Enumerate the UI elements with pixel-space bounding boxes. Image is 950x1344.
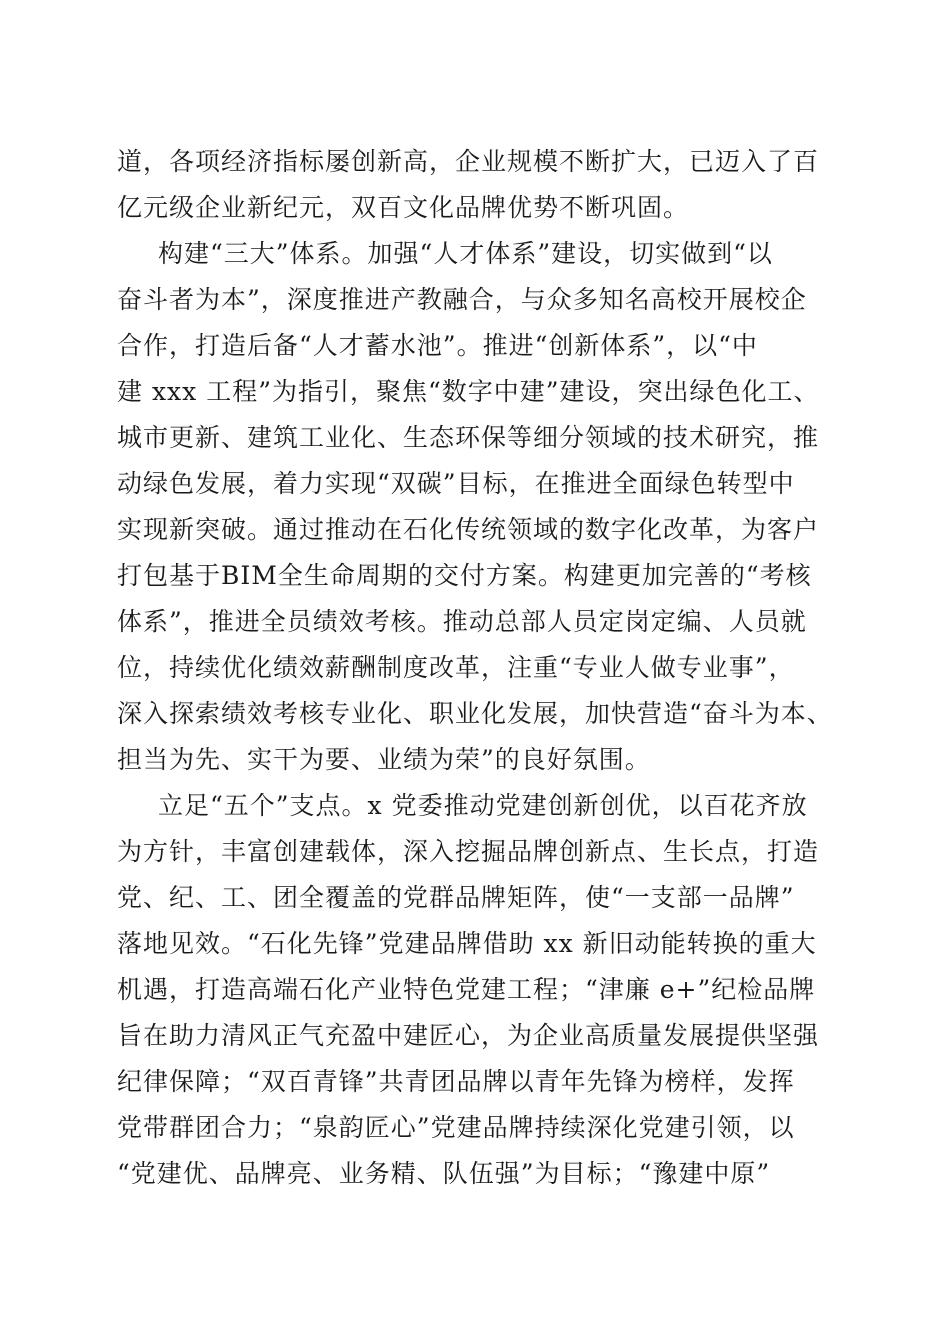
text-line: 动绿色发展，着力实现“双碳”目标，在推进全面绿色转型中	[117, 469, 795, 498]
text-line: 奋斗者为本”，深度推进产教融合，与众多知名高校开展校企	[117, 285, 807, 314]
text-line: 位，持续优化绩效薪酬制度改革，注重“专业人做专业事”，	[117, 653, 795, 682]
text-line: 担当为先、实干为要、业绩为荣”的良好氛围。	[117, 745, 651, 774]
text-line: 深入探索绩效考核专业化、职业化发展，加快营造“奋斗为本、	[117, 699, 833, 728]
text-line: 实现新突破。通过推动在石化传统领域的数字化改革，为客户	[117, 515, 820, 544]
text-line: 打包基于BIM全生命周期的交付方案。构建更加完善的“考核	[117, 561, 812, 590]
paragraph-first-line: 构建“三大”体系。加强“人才体系”建设，切实做到“以	[158, 239, 773, 268]
text-line: 纪律保障；“双百青锋”共青团品牌以青年先锋为榜样，发挥	[117, 1067, 795, 1096]
text-line: 机遇，打造高端石化产业特色党建工程；“津廉 e+”纪检品牌	[117, 975, 816, 1004]
paragraph-first-line: 立足“五个”支点。x 党委推动党建创新创优，以百花齐放	[158, 791, 808, 820]
text-line: “党建优、品牌亮、业务精、队伍强”为目标；“豫建中原”	[117, 1159, 771, 1188]
text-line: 党、纪、工、团全覆盖的党群品牌矩阵，使“一支部一品牌”	[117, 883, 795, 912]
text-line: 落地见效。“石化先锋”党建品牌借助 xx 新旧动能转换的重大	[117, 929, 817, 958]
text-line: 为方针，丰富创建载体，深入挖掘品牌创新点、生长点，打造	[117, 837, 820, 866]
text-line: 城市更新、建筑工业化、生态环保等细分领域的技术研究，推	[117, 423, 820, 452]
text-line: 旨在助力清风正气充盈中建匠心，为企业高质量发展提供坚强	[117, 1021, 820, 1050]
text-line: 建 xxx 工程”为指引，聚焦“数字中建”建设，突出绿色化工、	[117, 377, 820, 406]
text-line: 体系”，推进全员绩效考核。推动总部人员定岗定编、人员就	[117, 607, 807, 636]
text-line: 道，各项经济指标屡创新高，企业规模不断扩大，已迈入了百	[117, 147, 820, 176]
text-line: 亿元级企业新纪元，双百文化品牌优势不断巩固。	[117, 193, 690, 222]
text-line: 合作，打造后备“人才蓄水池”。推进“创新体系”，以“中	[117, 331, 758, 360]
text-line: 党带群团合力；“泉韵匠心”党建品牌持续深化党建引领，以	[117, 1113, 795, 1142]
